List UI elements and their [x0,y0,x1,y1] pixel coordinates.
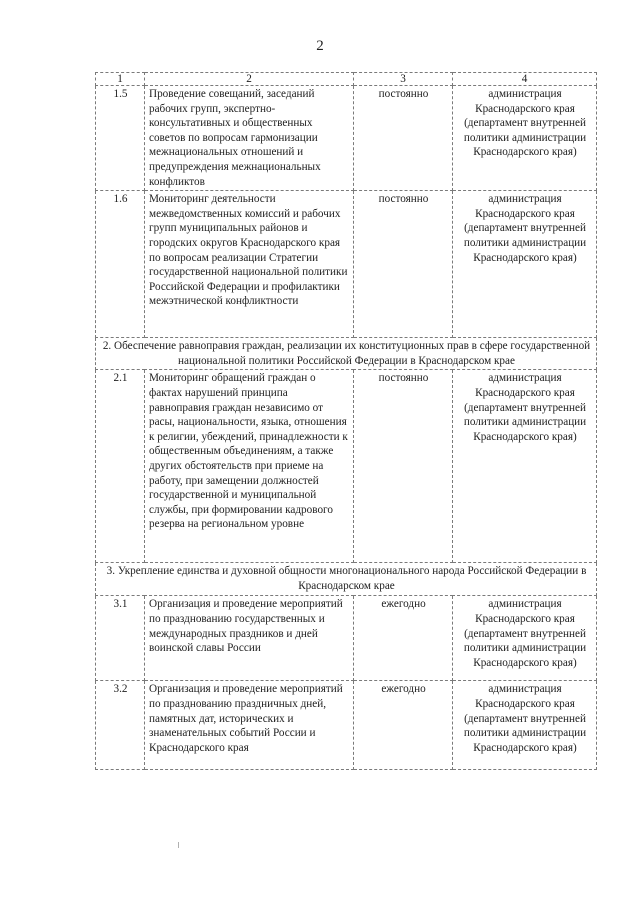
section-row [96,338,597,370]
header-cell: 3 [354,73,453,86]
table-row [96,86,597,191]
header-cell: 1 [96,73,145,86]
item-term: постоянно [354,191,453,338]
item-number: 3.2 [96,681,145,770]
item-number: 2.1 [96,370,145,563]
item-term: постоянно [354,370,453,563]
item-term: ежегодно [354,596,453,681]
item-executor: администрация Краснодарского края (департамент внутренней политики администрации Краснодарского края) [453,596,597,681]
table-header-row [96,73,597,86]
table-row [96,191,597,338]
item-term: постоянно [354,86,453,191]
header-cell: 2 [145,73,354,86]
item-executor: администрация Краснодарского края (департамент внутренней политики администрации Краснодарского края) [453,370,597,563]
item-number: 1.6 [96,191,145,338]
item-event: Мониторинг деятельности межведомственных комиссий и рабочих групп муниципальных районов и городских округов Краснодарского края по вопросам реализации Стратегии государственной национальной политики Российской Федерации и профилактики межэтнической конфликтности [145,191,354,338]
item-number: 1.5 [96,86,145,191]
section-heading: 2. Обеспечение равноправия граждан, реализации их конституционных прав в сфере государственной национальной политики Российской Федерации в Краснодарском крае [96,338,597,370]
header-cell: 4 [453,73,597,86]
item-executor: администрация Краснодарского края (департамент внутренней политики администрации Краснодарского края) [453,191,597,338]
table-row [96,596,597,681]
scan-artifact [178,842,179,848]
item-event: Мониторинг обращений граждан о фактах нарушений принципа равноправия граждан независимо от расы, национальности, языка, отношения к религии, убеждений, принадлежности к общественным объединениям, а также других обстоятельств при приеме на работу, при замещении должностей государственной и муниципальной службы, при формировании кадрового резерва на региональном уровне [145,370,354,563]
section-heading: 3. Укрепление единства и духовной общности многонационального народа Российской Федерации в Краснодарском крае [96,563,597,596]
plan-table [95,72,597,770]
item-executor: администрация Краснодарского края (департамент внутренней политики администрации Краснодарского края) [453,681,597,770]
section-row [96,563,597,596]
item-number: 3.1 [96,596,145,681]
item-event: Организация и проведение мероприятий по празднованию праздничных дней, памятных дат, исторических и знаменательных событий России и Краснодарского края [145,681,354,770]
page-number: 2 [316,38,324,54]
item-executor: администрация Краснодарского края (департамент внутренней политики администрации Краснодарского края) [453,86,597,191]
table-row [96,370,597,563]
item-event: Организация и проведение мероприятий по празднованию государственных и международных праздников и дней воинской славы России [145,596,354,681]
item-event: Проведение совещаний, заседаний рабочих групп, экспертно-консультативных и общественных советов по вопросам гармонизации межнациональных отношений и предупреждения межнациональных конфликтов [145,86,354,191]
item-term: ежегодно [354,681,453,770]
table-row [96,681,597,770]
